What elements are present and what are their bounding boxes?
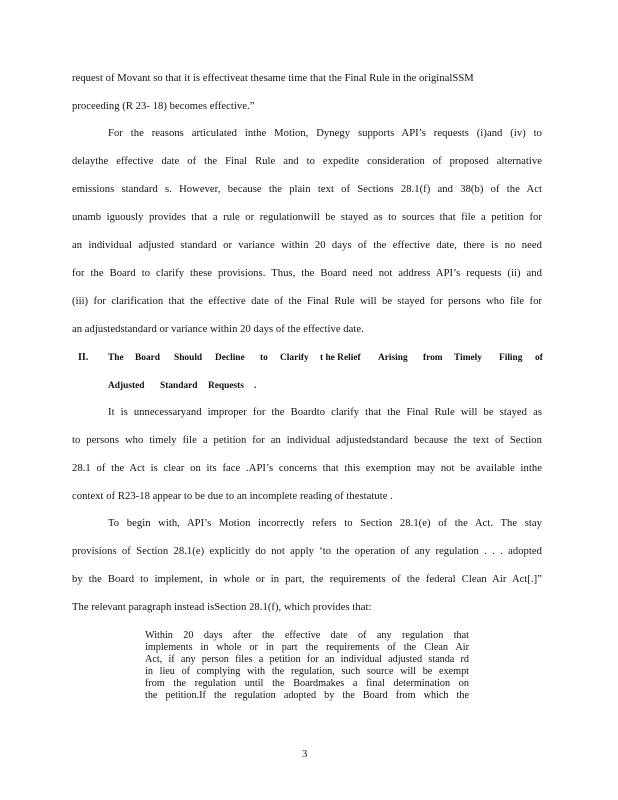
body-line: For the reasons articulated inthe Motion, Dynegy supports API’s requests (i)and (iv) to xyxy=(108,128,542,139)
heading-word: Standard xyxy=(160,381,198,391)
body-line: for the Board to clarify these provisions. Thus, the Board need not address API’s requests (ii) and xyxy=(72,268,542,279)
body-line: (iii) for clarification that the effective date of the Final Rule will be stayed for persons who file for xyxy=(72,296,542,307)
quote-line: in lieu of complying with the regulation, such source will be exempt xyxy=(145,666,469,677)
heading-word: Requests xyxy=(208,381,244,391)
body-line: delaythe effective date of the Final Rule and to expedite consideration of proposed alternative xyxy=(72,156,542,167)
heading-word: of xyxy=(535,353,543,363)
quote-line: the petition.If the regulation adopted by the Board from which the xyxy=(145,690,469,701)
body-line: It is unnecessaryand improper for the Boardto clarify that the Final Rule will be stayed as xyxy=(108,407,542,418)
heading-word: Arising xyxy=(378,353,408,363)
body-line: proceeding (R 23- 18) becomes effective.” xyxy=(72,101,255,112)
body-line: The relevant paragraph instead isSection 28.1(f), which provides that: xyxy=(72,602,372,613)
quote-line: from the regulation until the Boardmakes a final determination on xyxy=(145,678,469,689)
body-line: 28.1 of the Act is clear on its face .API’s concerns that this exemption may not be available inthe xyxy=(72,463,542,474)
quote-line: Act, if any person files a petition for an individual adjusted standa rd xyxy=(145,654,469,665)
heading-word: . xyxy=(254,381,257,391)
quote-line: Within 20 days after the effective date of any regulation that xyxy=(145,630,469,641)
body-line: emissions standard s. However, because the plain text of Sections 28.1(f) and 38(b) of the Act xyxy=(72,184,542,195)
body-line: by the Board to implement, in whole or in part, the requirements of the federal Clean Air Act[.]” xyxy=(72,574,542,585)
heading-word: Board xyxy=(135,353,161,363)
body-line: context of R23-18 appear to be due to an incomplete reading of thestatute . xyxy=(72,491,393,502)
heading-word: Clarify xyxy=(280,353,309,363)
body-line: To begin with, API’s Motion incorrectly refers to Section 28.1(e) of the Act. The stay xyxy=(108,518,542,529)
heading-word: Should xyxy=(174,353,203,363)
body-line: request of Movant so that it is effectiveat thesame time that the Final Rule in the originalSSM xyxy=(72,73,474,84)
body-line: to persons who timely file a petition for an individual adjustedstandard because the text of Section xyxy=(72,435,542,446)
heading-word: from xyxy=(423,353,443,363)
section-number: II. xyxy=(78,352,89,363)
body-line: an adjustedstandard or variance within 20 days of the effective date. xyxy=(72,324,364,335)
body-line: unamb iguously provides that a rule or regulationwill be stayed as to sources that file a petition for xyxy=(72,212,542,223)
quote-line: implements in whole or in part the requirements of the Clean Air xyxy=(145,642,469,653)
heading-word: Adjusted xyxy=(108,381,145,391)
page-number: 3 xyxy=(302,749,308,760)
heading-word: Timely xyxy=(454,353,482,363)
body-line: provisions of Section 28.1(e) explicitly do not apply ‘to the operation of any regulation . . . adopted xyxy=(72,546,542,557)
heading-word: t he Relief xyxy=(320,353,361,363)
heading-word: Decline xyxy=(215,353,245,363)
heading-word: to xyxy=(260,353,268,363)
heading-word: The xyxy=(108,353,124,363)
body-line: an individual adjusted standard or variance within 20 days of the effective date, there is no need xyxy=(72,240,542,251)
heading-word: Filing xyxy=(499,353,523,363)
